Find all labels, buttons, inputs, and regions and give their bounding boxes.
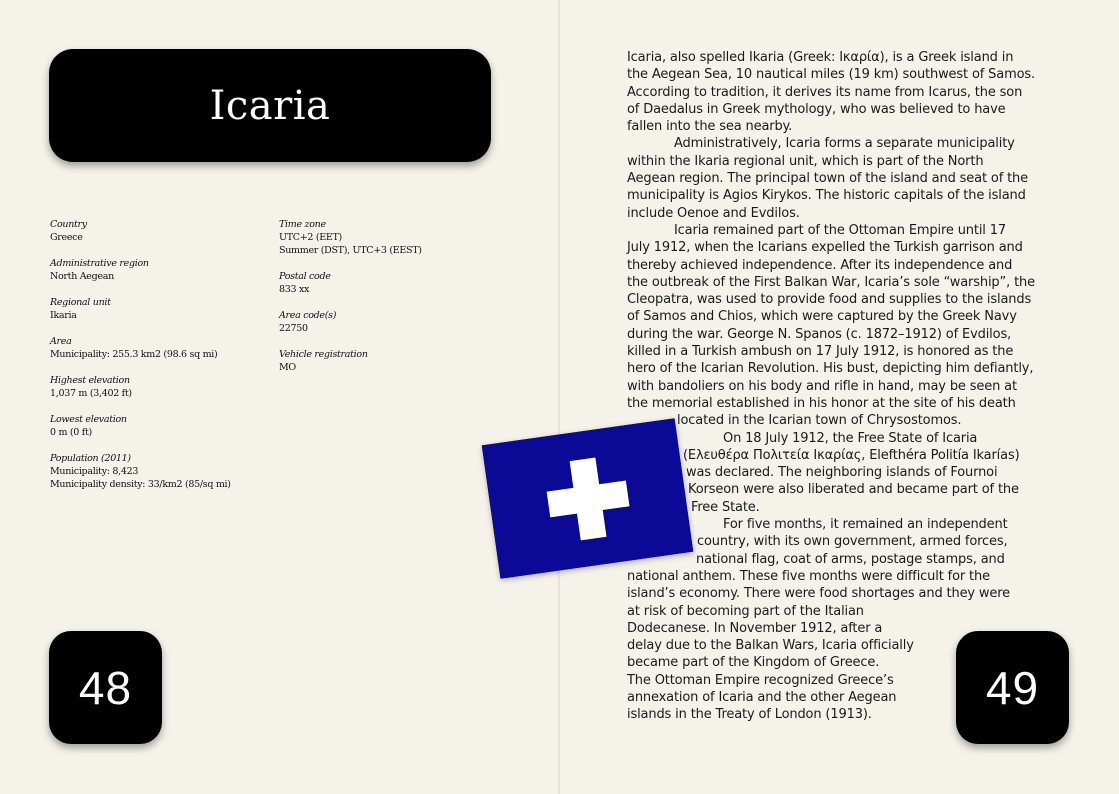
fact-label: Area xyxy=(50,336,72,347)
flag-image xyxy=(482,418,694,579)
fact-item xyxy=(279,349,509,374)
fact-label: Regional unit xyxy=(50,297,111,308)
article-line: Cleopatra, was used to provide food and supplies to the islands xyxy=(627,292,1032,308)
article-line: thereby achieved independence. After its independence and xyxy=(627,257,1013,273)
article-line: municipality is Agios Kirykos. The historic capitals of the island xyxy=(627,188,1026,204)
facts-column-right xyxy=(279,219,509,388)
page-number-text: 49 xyxy=(985,661,1040,714)
article-line: Icaria remained part of the Ottoman Empire until 17 xyxy=(674,222,1006,238)
article-line: Dodecanese. In November 1912, after a xyxy=(627,620,883,636)
article-line: July 1912, when the Icarians expelled the Turkish garrison and xyxy=(627,240,1023,256)
fact-item xyxy=(50,336,275,361)
fact-item xyxy=(50,258,275,283)
article-line: Free State. xyxy=(691,499,760,515)
fact-value: Summer (DST), UTC+3 (EEST) xyxy=(279,245,422,256)
fact-value: Municipality density: 33/km2 (85/sq mi) xyxy=(50,479,231,490)
fact-value: MO xyxy=(279,362,296,373)
fact-item xyxy=(50,297,275,322)
fact-label: Country xyxy=(50,219,87,230)
fact-item xyxy=(50,375,275,400)
article-line: island’s economy. There were food shortages and they were xyxy=(627,586,1011,602)
article-line: national flag, coat of arms, postage stamps, and xyxy=(696,551,1005,567)
article-line: hero of the Icarian Revolution. His bust, depicting him defiantly, xyxy=(627,361,1034,377)
fact-item xyxy=(50,219,275,244)
article-line: of Samos and Chios, which were captured by the Greek Navy xyxy=(627,309,1017,325)
article-line: fallen into the sea nearby. xyxy=(627,119,793,135)
article-line: include Oenoe and Evdilos. xyxy=(627,205,800,221)
fact-label: Vehicle registration xyxy=(279,349,368,360)
fact-item xyxy=(279,219,509,257)
article-line: On 18 July 1912, the Free State of Icaria xyxy=(723,430,978,446)
fact-value: 22750 xyxy=(279,323,308,334)
article-line: Aegean region. The principal town of the island and seat of the xyxy=(627,171,1028,187)
article-line: delay due to the Balkan Wars, Icaria officially xyxy=(627,638,914,654)
article-line: For five months, it remained an independent xyxy=(723,517,1008,533)
fact-item xyxy=(50,414,275,439)
page-number-left xyxy=(49,631,162,744)
article-line: during the war. George N. Spanos (c. 1872–1912) of Evdilos, xyxy=(627,326,1012,342)
fact-label: Area code(s) xyxy=(279,310,337,321)
fact-label: Postal code xyxy=(279,271,331,282)
fact-value: 1,037 m (3,402 ft) xyxy=(50,388,132,399)
article-line: killed in a Turkish ambush on 17 July 1912, is honored as the xyxy=(627,344,1014,360)
fact-value: Ikaria xyxy=(50,310,77,321)
article-line: Korseon were also liberated and became part of the xyxy=(688,482,1019,498)
article-line: Icaria, also spelled Ikaria (Greek: Ικαρία), is a Greek island in xyxy=(627,50,1014,65)
fact-value: Municipality: 255.3 km2 (98.6 sq mi) xyxy=(50,349,218,360)
article-line: the outbreak of the First Balkan War, Icaria’s sole “warship”, the xyxy=(627,274,1035,290)
article-body xyxy=(627,49,1072,724)
article-line: According to tradition, it derives its name from Icarus, the son xyxy=(627,84,1023,100)
article-line: (Ελευθέρα Πολιτεία Ικαρίας, Elefthéra Politía Ikarías) xyxy=(683,447,1020,463)
fact-value: Greece xyxy=(50,232,83,243)
fact-item xyxy=(279,271,509,296)
article-line: at risk of becoming part of the Italian xyxy=(627,603,864,619)
fact-label: Lowest elevation xyxy=(50,414,127,425)
fact-value: UTC+2 (EET) xyxy=(279,232,342,243)
fact-value: 833 xx xyxy=(279,284,310,295)
page-title: Icaria xyxy=(209,82,331,129)
fact-label: Population (2011) xyxy=(50,453,131,464)
left-page xyxy=(0,0,559,794)
article-line: The Ottoman Empire recognized Greece’s xyxy=(627,672,894,688)
article-line: Administratively, Icaria forms a separate municipality xyxy=(674,136,1015,152)
article-line: the memorial established in his honor at the site of his death xyxy=(627,395,1016,411)
article-line: was declared. The neighboring islands of Fournoi xyxy=(686,465,998,481)
article-line: became part of the Kingdom of Greece. xyxy=(627,655,880,671)
facts-column-left xyxy=(50,219,275,505)
article-line: annexation of Icaria and the other Aegean xyxy=(627,689,897,705)
fact-label: Time zone xyxy=(279,219,326,230)
article-line: islands in the Treaty of London (1913). xyxy=(627,707,872,723)
fact-item xyxy=(50,453,275,491)
fact-value: 0 m (0 ft) xyxy=(50,427,92,438)
page-number-text: 48 xyxy=(78,661,133,714)
article-line: country, with its own government, armed forces, xyxy=(697,534,1008,550)
fact-value: Municipality: 8,423 xyxy=(50,466,139,477)
fact-label: Administrative region xyxy=(50,258,149,269)
article-line: national anthem. These five months were difficult for the xyxy=(627,568,990,584)
fact-label: Highest elevation xyxy=(50,375,130,386)
article-line: located in the Icarian town of Chrysostomos. xyxy=(677,413,962,429)
article-line: the Aegean Sea, 10 nautical miles (19 km) southwest of Samos. xyxy=(627,67,1036,83)
article-line: of Daedalus in Greek mythology, who was believed to have xyxy=(627,101,1006,117)
article-line: with bandoliers on his body and rifle in hand, may be seen at xyxy=(627,378,1017,394)
title-box xyxy=(49,49,491,162)
fact-value: North Aegean xyxy=(50,271,114,282)
article-line: within the Ikaria regional unit, which is part of the North xyxy=(627,153,984,169)
fact-item xyxy=(279,310,509,335)
